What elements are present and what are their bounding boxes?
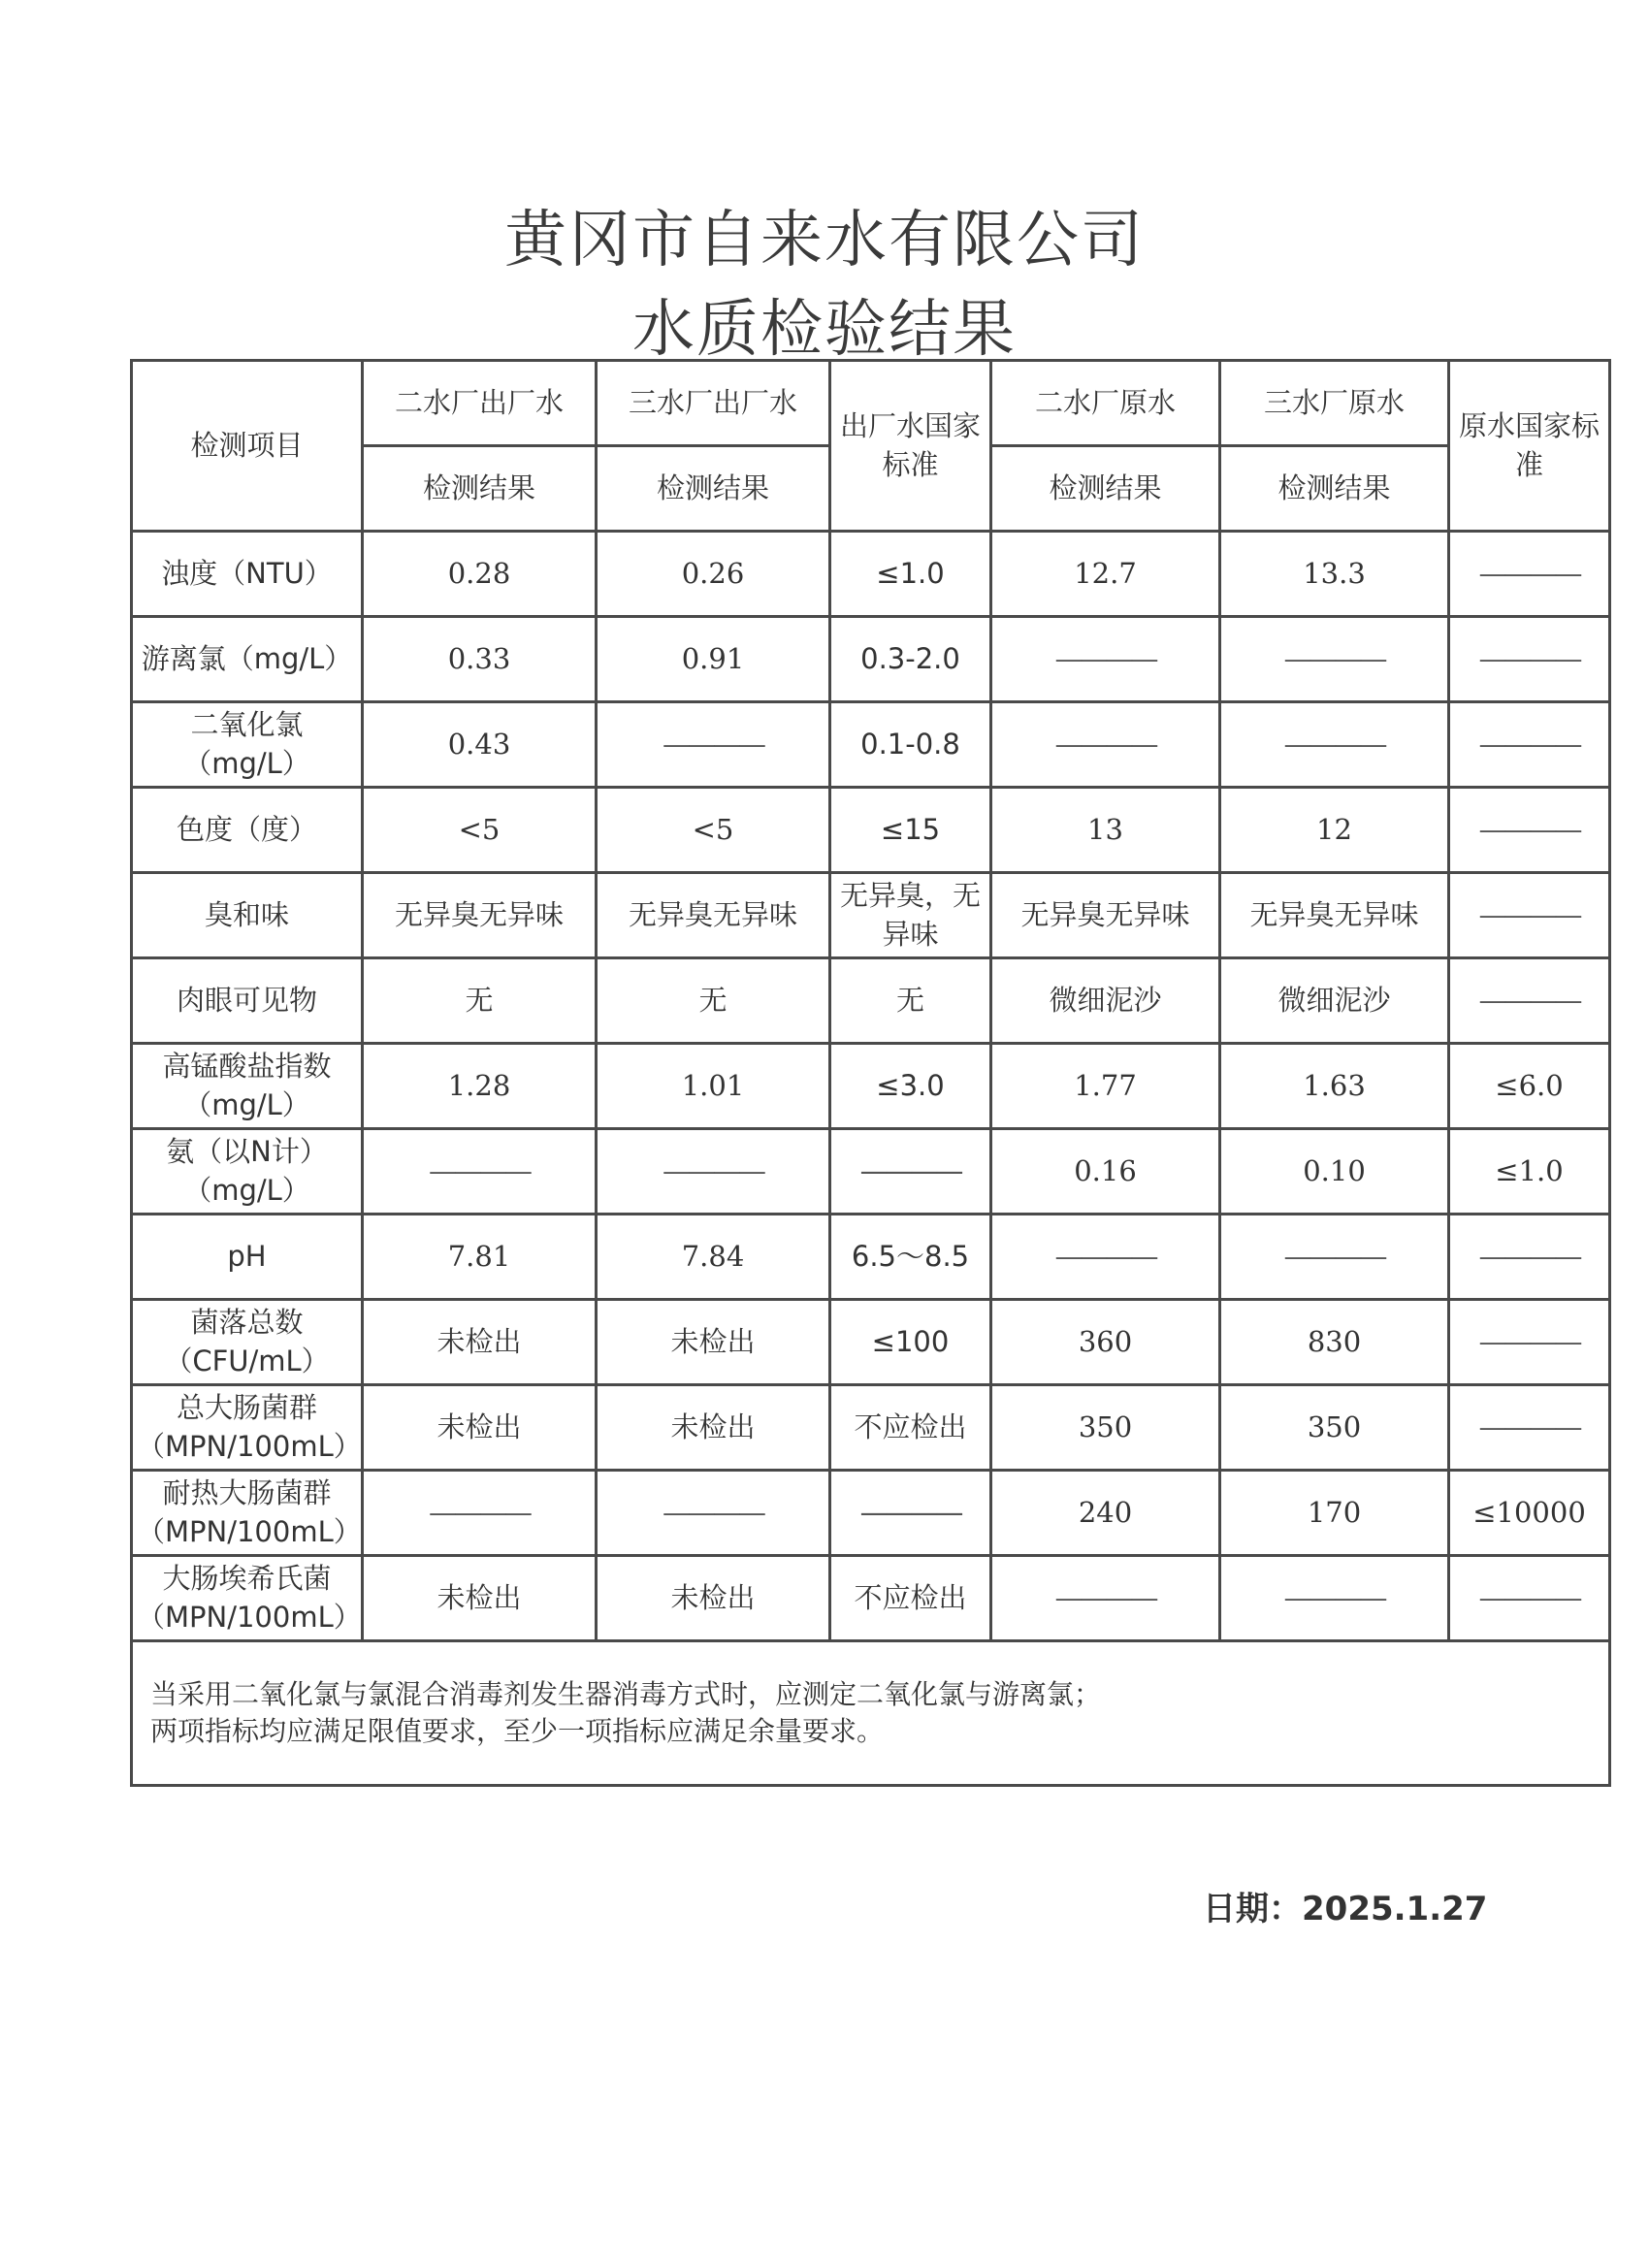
cell-value: ≤100 [830,1300,991,1385]
cell-value: 1.77 [991,1044,1220,1129]
cell-value: ≤6.0 [1449,1044,1610,1129]
cell-value: ———— [1220,617,1449,702]
cell-value: ≤1.0 [830,532,991,617]
cell-value: 0.1-0.8 [830,702,991,788]
cell-value: 13.3 [1220,532,1449,617]
cell-value: 0.33 [363,617,597,702]
cell-value: ———— [1220,1215,1449,1300]
row-item-label: 臭和味 [132,873,363,958]
table-row [132,1556,1610,1641]
cell-value: 微细泥沙 [1220,958,1449,1044]
cell-value: 不应检出 [830,1385,991,1471]
cell-value: 无异臭无异味 [991,873,1220,958]
cell-value: 350 [1220,1385,1449,1471]
cell-value: 6.5～8.5 [830,1215,991,1300]
row-item-label: pH [132,1215,363,1300]
cell-value: ———— [1449,617,1610,702]
row-item-label: 游离氯（mg/L） [132,617,363,702]
subheader-col-1: 检测结果 [363,446,597,532]
cell-value: ———— [1449,702,1610,788]
table-row [132,1129,1610,1215]
cell-value: ———— [1220,1556,1449,1641]
cell-value: 无 [597,958,830,1044]
cell-value: ———— [991,617,1220,702]
table-row [132,617,1610,702]
note-line-1: 当采用二氧化氯与氯混合消毒剂发生器消毒方式时，应测定二氧化氯与游离氯； [150,1678,1102,1711]
row-item-label: 氨（以N计）（mg/L） [132,1129,363,1215]
report-date: 日期：2025.1.27 [1203,1890,1488,1928]
header-col-2: 三水厂出厂水 [597,361,830,446]
document-title: 黄冈市自来水有限公司 [504,205,1145,276]
header-col-1: 二水厂出厂水 [363,361,597,446]
cell-value: 无异臭无异味 [597,873,830,958]
cell-value: 170 [1220,1471,1449,1556]
cell-value: 0.26 [597,532,830,617]
cell-value: 未检出 [597,1385,830,1471]
cell-value: 无异臭无异味 [1220,873,1449,958]
cell-value: ———— [597,1129,830,1215]
cell-value: ———— [991,1556,1220,1641]
cell-value: 未检出 [363,1385,597,1471]
cell-value: 微细泥沙 [991,958,1220,1044]
cell-value: 0.43 [363,702,597,788]
row-item-label: 耐热大肠菌群（MPN/100mL） [132,1471,363,1556]
subheader-col-5: 检测结果 [1220,446,1449,532]
cell-value: 360 [991,1300,1220,1385]
cell-value: 未检出 [363,1300,597,1385]
table-body [132,532,1610,1641]
cell-value: 0.3-2.0 [830,617,991,702]
cell-value: 7.81 [363,1215,597,1300]
cell-value: ———— [1449,1556,1610,1641]
row-item-label: 高锰酸盐指数（mg/L） [132,1044,363,1129]
cell-value: 未检出 [597,1300,830,1385]
cell-value: 无异臭，无异味 [830,873,991,958]
row-item-label: 二氧化氯（mg/L） [132,702,363,788]
cell-value: 0.10 [1220,1129,1449,1215]
cell-value: 不应检出 [830,1556,991,1641]
cell-value: 无 [830,958,991,1044]
row-item-label: 总大肠菌群（MPN/100mL） [132,1385,363,1471]
cell-value: ≤1.0 [1449,1129,1610,1215]
cell-value: ———— [1220,702,1449,788]
cell-value: ———— [1449,873,1610,958]
cell-value: 350 [991,1385,1220,1471]
header-col-6: 原水国家标准 [1449,361,1610,532]
header-col-3: 出厂水国家标准 [830,361,991,532]
cell-value: 240 [991,1471,1220,1556]
cell-value: 无 [363,958,597,1044]
header-col-5: 三水厂原水 [1220,361,1449,446]
results-table [130,359,1611,1787]
cell-value: <5 [597,788,830,873]
header-item: 检测项目 [132,361,363,532]
table-row [132,532,1610,617]
cell-value: 未检出 [597,1556,830,1641]
cell-value: ≤3.0 [830,1044,991,1129]
row-item-label: 菌落总数（CFU/mL） [132,1300,363,1385]
cell-value: ———— [1449,532,1610,617]
cell-value: ———— [597,702,830,788]
cell-value: 12 [1220,788,1449,873]
table-note [132,1641,1610,1786]
table-row [132,1385,1610,1471]
cell-value: ———— [597,1471,830,1556]
subheader-col-4: 检测结果 [991,446,1220,532]
table-row [132,1044,1610,1129]
cell-value: 7.84 [597,1215,830,1300]
cell-value: 1.01 [597,1044,830,1129]
cell-value: ———— [1449,1215,1610,1300]
cell-value: ———— [1449,1385,1610,1471]
cell-value: 0.28 [363,532,597,617]
cell-value: ———— [991,1215,1220,1300]
cell-value: ———— [1449,958,1610,1044]
row-item-label: 浊度（NTU） [132,532,363,617]
cell-value: 1.28 [363,1044,597,1129]
table-row [132,702,1610,788]
cell-value: ≤15 [830,788,991,873]
cell-value: 0.16 [991,1129,1220,1215]
note-line-2: 两项指标均应满足限值要求，至少一项指标应满足余量要求。 [150,1715,885,1747]
table-header [132,361,1610,532]
cell-value: ———— [363,1129,597,1215]
cell-value: ———— [830,1471,991,1556]
header-col-4: 二水厂原水 [991,361,1220,446]
cell-value: 0.91 [597,617,830,702]
row-item-label: 色度（度） [132,788,363,873]
table-row [132,873,1610,958]
table-row [132,1471,1610,1556]
cell-value: ———— [1449,1300,1610,1385]
table-row [132,1300,1610,1385]
cell-value: 未检出 [363,1556,597,1641]
cell-value: ———— [991,702,1220,788]
subheader-col-2: 检测结果 [597,446,830,532]
table-row [132,788,1610,873]
row-item-label: 大肠埃希氏菌（MPN/100mL） [132,1556,363,1641]
row-item-label: 肉眼可见物 [132,958,363,1044]
table-row [132,1215,1610,1300]
cell-value: ———— [830,1129,991,1215]
cell-value: 13 [991,788,1220,873]
cell-value: ———— [363,1471,597,1556]
cell-value: 12.7 [991,532,1220,617]
cell-value: ———— [1449,788,1610,873]
cell-value: 1.63 [1220,1044,1449,1129]
cell-value: ≤10000 [1449,1471,1610,1556]
cell-value: <5 [363,788,597,873]
cell-value: 830 [1220,1300,1449,1385]
cell-value: 无异臭无异味 [363,873,597,958]
table-row [132,958,1610,1044]
document-subtitle: 水质检验结果 [632,294,1017,366]
